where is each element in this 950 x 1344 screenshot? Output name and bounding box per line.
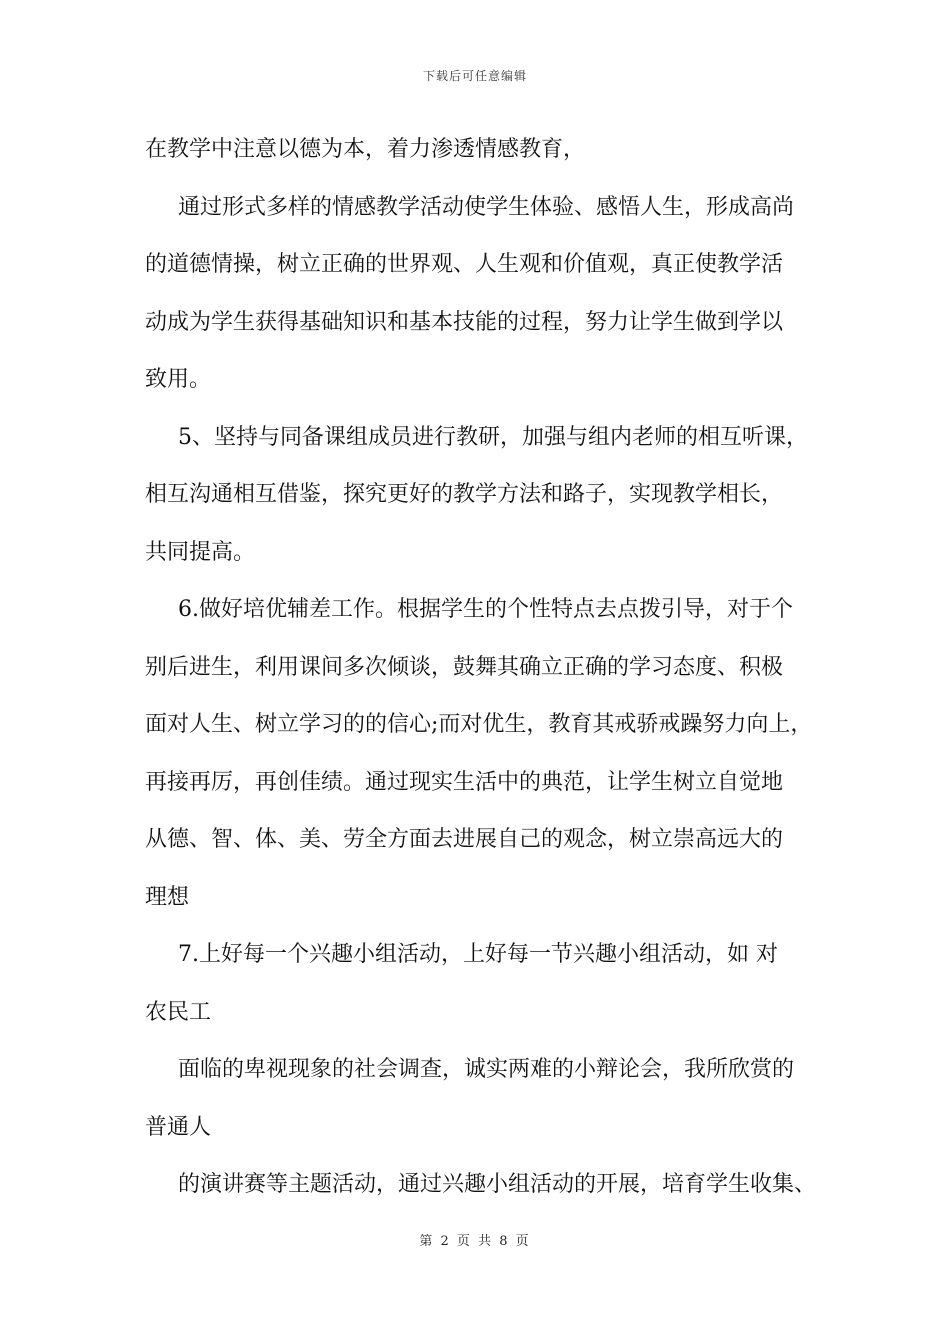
body-line: 7.上好每一个兴趣小组活动，上好每一节兴趣小组活动，如 对 [178,942,778,967]
body-line: 6.做好培优辅差工作。根据学生的个性特点去点拨引导，对于个 [178,597,793,622]
body-line: 通过形式多样的情感教学活动使学生体验、感悟人生，形成高尚 [178,195,795,220]
body-line: 普通人 [145,1115,212,1140]
header-note: 下载后可任意编辑 [422,69,527,83]
body-line: 面临的卑视现象的社会调查，诚实两难的小辩论会，我所欣赏的 [178,1057,795,1082]
body-line: 的演讲赛等主题活动，通过兴趣小组活动的开展，培育学生收集、 [178,1172,817,1197]
body-line: 再接再厉，再创佳绩。通过现实生活中的典范，让学生树立自觉地 [145,770,784,795]
body-line: 面对人生、树立学习的的信心;而对优生，教育其戒骄戒躁努力向上， [145,712,813,737]
body-line: 的道德情操，树立正确的世界观、人生观和价值观，真正使教学活 [145,252,784,277]
body-line: 农民工 [145,1000,212,1025]
body-line: 理想 [145,885,190,910]
body-line: 共同提高。 [145,540,256,565]
body-line: 相互沟通相互借鉴，探究更好的教学方法和路子，实现教学相长， [145,482,784,507]
page-number-footer: 第 2 页 共 8 页 [419,1234,531,1249]
body-line: 致用。 [145,367,212,392]
body-line: 动成为学生获得基础知识和基本技能的过程，努力让学生做到学以 [145,310,784,335]
body-line: 5、坚持与同备课组成员进行教研，加强与组内老师的相互听课， [178,425,808,450]
body-line: 别后进生，利用课间多次倾谈，鼓舞其确立正确的学习态度、积极 [145,655,784,680]
body-line: 从德、智、体、美、劳全方面去进展自己的观念，树立崇高远大的 [145,827,784,852]
body-line: 在教学中注意以德为本，着力渗透情感教育， [145,137,586,162]
